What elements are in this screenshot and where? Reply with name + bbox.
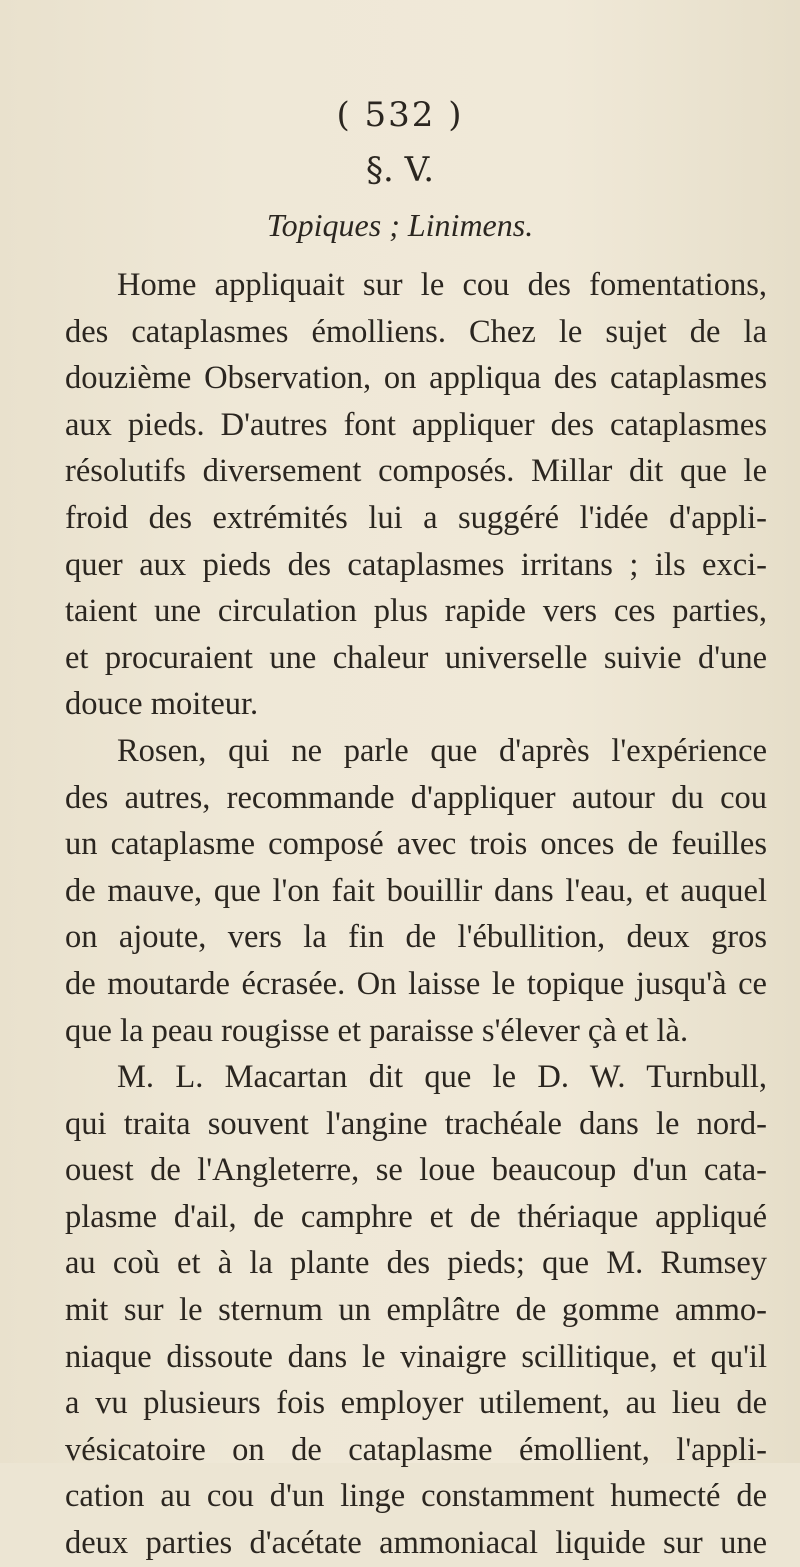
body-text [65,262,767,1567]
text-line: au coù et à la plante des pieds; que M. Rumsey [65,1245,767,1282]
text-line: a vu plusieurs fois employer utilement, au lieu de [65,1385,767,1422]
text-line: résolutifs diversement composés. Millar dit que le [65,453,767,490]
text-line: on ajoute, vers la fin de l'ébullition, deux gros [65,919,767,956]
text-line: froid des extrémités lui a suggéré l'idée d'appli- [65,499,767,536]
text-line: et procuraient une chaleur universelle suivie d'une [65,639,767,676]
text-line: de moutarde écrasée. On laisse le topique jusqu'à ce [65,965,767,1002]
text-line: douce moiteur. [65,686,259,723]
text-line: de mauve, que l'on fait bouillir dans l'eau, et auquel [65,872,767,909]
section-mark: §. V. [365,150,435,190]
text-line: un cataplasme composé avec trois onces de feuilles [65,826,767,863]
text-line: que la peau rougisse et paraisse s'élever çà et là. [65,1012,689,1049]
text-line: aux pieds. D'autres font appliquer des cataplasmes [65,406,767,443]
text-line: qui traita souvent l'angine trachéale dans le nord- [65,1105,767,1142]
text-line: ouest de l'Angleterre, se loue beaucoup d'un cata- [65,1152,767,1189]
section-title: Topiques ; Linimens. [266,207,534,243]
text-line: taient une circulation plus rapide vers ces parties, [65,593,767,630]
text-line: quer aux pieds des cataplasmes irritans ; ils exci- [65,546,767,583]
page-number: ( 532 ) [336,95,464,135]
text-line: mit sur le sternum un emplâtre de gomme ammo- [65,1292,767,1329]
text-line: douzième Observation, on appliqua des cataplasmes [65,360,767,397]
text-line: cation au cou d'un linge constamment humecté de [65,1478,767,1515]
text-line: Rosen, qui ne parle que d'après l'expérience [117,732,767,769]
text-line: M. L. Macartan dit que le D. W. Turnbull, [117,1059,767,1096]
text-line: des cataplasmes émolliens. Chez le sujet de la [65,313,767,350]
text-line: niaque dissoute dans le vinaigre scillitique, et qu'il [65,1338,767,1375]
text-line: deux parties d'acétate ammoniacal liquide sur une [65,1525,767,1562]
text-line: Home appliquait sur le cou des fomentations, [117,267,767,303]
text-line: plasme d'ail, de camphre et de thériaque appliqué [65,1198,767,1235]
text-line: vésicatoire on de cataplasme émollient, l'appli- [65,1431,767,1468]
text-line: des autres, recommande d'appliquer autour du cou [65,779,767,816]
